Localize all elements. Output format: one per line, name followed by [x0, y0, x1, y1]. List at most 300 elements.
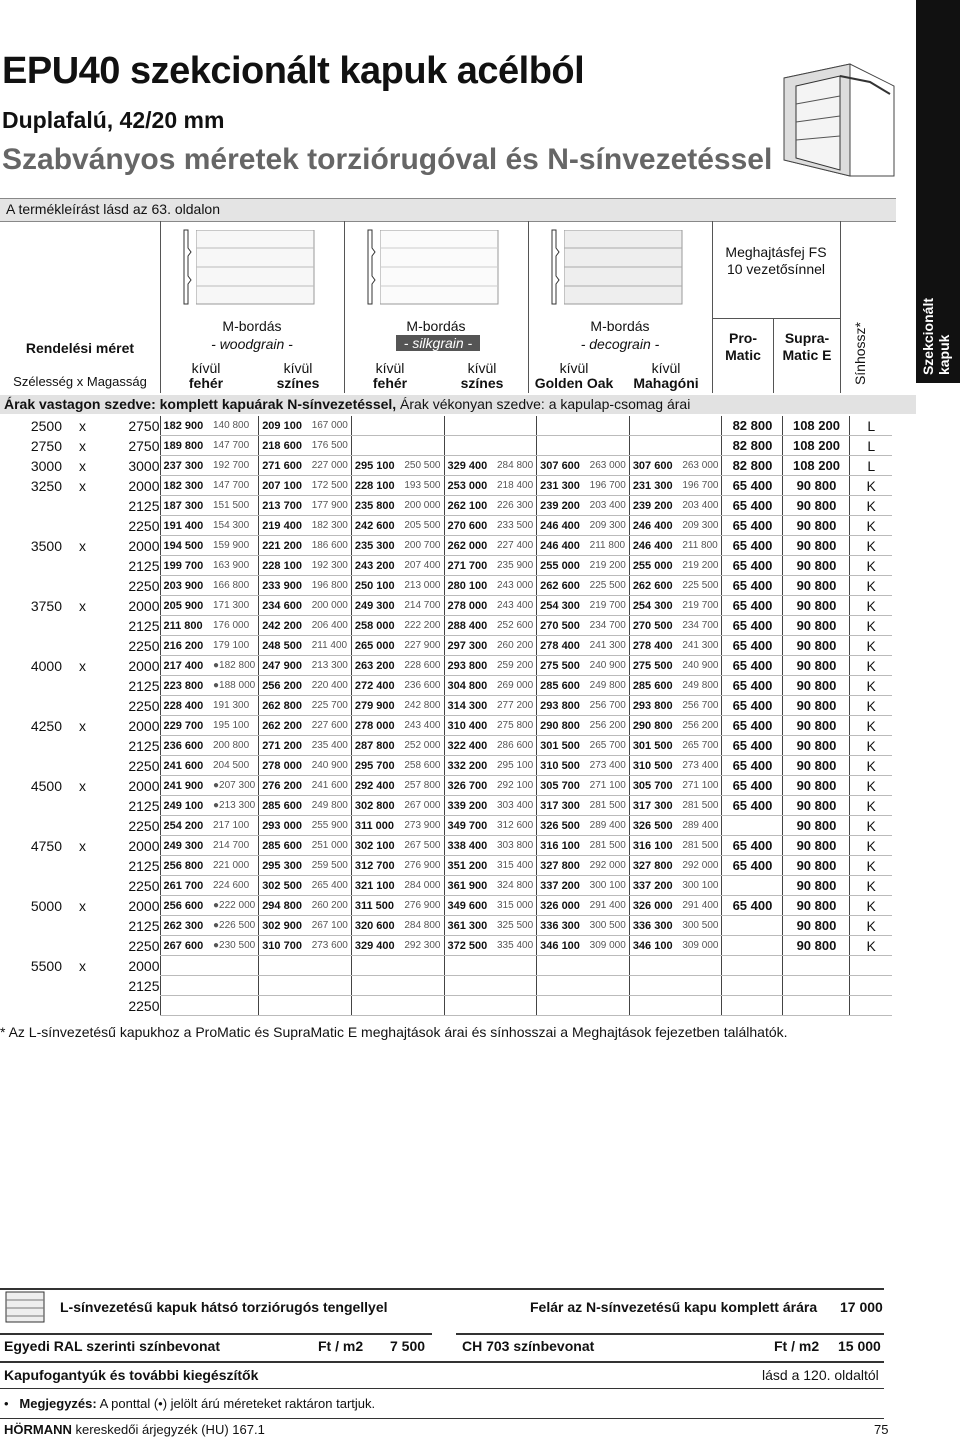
promatic-price-cell: 65 400	[722, 696, 783, 716]
supramatic-price-cell: 90 800	[783, 556, 850, 576]
price-note-normal: Árak vékonyan szedve: a kapulap-csomag árai	[396, 396, 691, 412]
panel-price-cell	[587, 976, 630, 996]
brand-logo: HÖRMANN	[4, 1422, 72, 1437]
complete-price-cell: 233 900	[259, 576, 309, 596]
height-cell: 2125	[128, 977, 160, 994]
panel-price-cell: 192 300	[309, 556, 352, 576]
panel-price-cell: 252 600	[494, 616, 537, 636]
panel-price-cell: 263 000	[587, 456, 630, 476]
width-cell: 2500	[30, 417, 62, 434]
complete-price-cell: 246 400	[629, 516, 679, 536]
promatic-price-cell	[722, 916, 783, 936]
height-cell: 2125	[128, 857, 160, 874]
panel-price-cell: 256 200	[587, 716, 630, 736]
complete-price-cell: 191 400	[160, 516, 210, 536]
complete-price-cell: 294 800	[259, 896, 309, 916]
complete-price-cell: 255 000	[629, 556, 679, 576]
promatic-price-cell: 65 400	[722, 476, 783, 496]
width-cell	[0, 676, 62, 696]
table-row	[0, 756, 892, 776]
complete-price-cell: 327 800	[629, 856, 679, 876]
complete-price-cell: 285 600	[259, 836, 309, 856]
table-row	[0, 716, 892, 736]
panel-price-cell: 292 000	[679, 856, 722, 876]
size-separator	[62, 796, 86, 816]
size-separator: x	[79, 457, 86, 474]
complete-price-cell: 316 100	[629, 836, 679, 856]
width-cell: 5500	[30, 957, 62, 974]
panel-price-cell	[309, 976, 352, 996]
height-cell: 2250	[128, 517, 160, 534]
panel-price-cell: ●188 000	[210, 676, 259, 696]
table-row	[0, 496, 892, 516]
width-cell: 4000	[30, 657, 62, 674]
panel-price-cell: 225 500	[679, 576, 722, 596]
complete-price-cell	[444, 436, 494, 456]
complete-price-cell: 349 700	[444, 816, 494, 836]
panel-price-cell: 243 400	[494, 596, 537, 616]
width-cell: 3000	[30, 457, 62, 474]
size-separator	[62, 756, 86, 776]
supramatic-price-cell: 90 800	[783, 536, 850, 556]
complete-price-cell: 317 300	[629, 796, 679, 816]
height-cell: 2250	[128, 577, 160, 594]
panel-price-cell: 172 500	[309, 476, 352, 496]
panel-price-cell: 179 100	[210, 636, 259, 656]
panel-price-cell: 281 500	[679, 796, 722, 816]
complete-price-cell: 336 300	[629, 916, 679, 936]
panel-price-cell: 217 100	[210, 816, 259, 836]
size-separator	[62, 496, 86, 516]
complete-price-cell: 271 700	[444, 556, 494, 576]
promatic-price-cell: 65 400	[722, 516, 783, 536]
complete-price-cell: 293 800	[629, 696, 679, 716]
height-cell: 2000	[128, 957, 160, 974]
complete-price-cell: 361 300	[444, 916, 494, 936]
panel-price-cell: 249 800	[309, 796, 352, 816]
size-separator: x	[79, 777, 86, 794]
complete-price-cell: 229 700	[160, 716, 210, 736]
complete-price-cell	[629, 436, 679, 456]
complete-price-cell: 279 900	[351, 696, 401, 716]
panel-price-cell: 289 400	[587, 816, 630, 836]
promatic-price-cell: 65 400	[722, 736, 783, 756]
complete-price-cell: 310 700	[259, 936, 309, 956]
height-cell: 2125	[128, 917, 160, 934]
width-cell	[0, 936, 62, 956]
complete-price-cell: 310 400	[444, 716, 494, 736]
panel-price-cell	[494, 956, 537, 976]
ch703-value: 15 000	[838, 1338, 881, 1354]
rail-length-cell	[850, 956, 892, 976]
panel-price-cell: 256 700	[587, 696, 630, 716]
section-tab-label-2: kapuk	[936, 334, 952, 375]
complete-price-cell: 310 500	[537, 756, 587, 776]
complete-price-cell: 272 400	[351, 676, 401, 696]
rail-length-cell	[850, 976, 892, 996]
panel-price-cell: 292 000	[587, 856, 630, 876]
panel-price-cell: 177 900	[309, 496, 352, 516]
panel-price-cell: 176 000	[210, 616, 259, 636]
complete-price-cell: 254 300	[537, 596, 587, 616]
panel-price-cell: 220 400	[309, 676, 352, 696]
size-separator: x	[79, 477, 86, 494]
rail-length-cell: K	[850, 836, 892, 856]
panel-price-cell: 242 800	[401, 696, 444, 716]
table-row	[0, 656, 892, 676]
complete-price-cell: 321 100	[351, 876, 401, 896]
rail-length-cell: L	[850, 456, 892, 476]
panel-price-cell: 234 700	[587, 616, 630, 636]
height-cell: 2125	[128, 617, 160, 634]
height-cell: 2250	[128, 937, 160, 954]
panel-price-cell: 225 700	[309, 696, 352, 716]
section-tab-label: Szekcionált	[920, 297, 936, 375]
complete-price-cell: 305 700	[537, 776, 587, 796]
rail-length-cell: K	[850, 916, 892, 936]
panel-price-cell: 140 800	[210, 416, 259, 436]
promatic-price-cell: 65 400	[722, 676, 783, 696]
complete-price-cell: 228 100	[259, 556, 309, 576]
panel-price-cell: 214 700	[210, 836, 259, 856]
width-cell	[0, 856, 62, 876]
panel-price-cell: 312 600	[494, 816, 537, 836]
complete-price-cell	[629, 416, 679, 436]
complete-price-cell: 278 400	[629, 636, 679, 656]
complete-price-cell: 262 300	[160, 916, 210, 936]
promatic-price-cell: 65 400	[722, 536, 783, 556]
reference-text: A termékleírást lásd az 63. oldalon	[6, 201, 221, 217]
complete-price-cell: 246 400	[537, 516, 587, 536]
supramatic-price-cell: 108 200	[783, 436, 850, 456]
complete-price-cell: 305 700	[629, 776, 679, 796]
table-row	[0, 876, 892, 896]
height-cell: 2000	[128, 597, 160, 614]
table-row	[0, 816, 892, 836]
panel-price-cell: 335 400	[494, 936, 537, 956]
panel-price-cell: 240 900	[587, 656, 630, 676]
complete-price-cell: 322 400	[444, 736, 494, 756]
complete-price-cell: 351 200	[444, 856, 494, 876]
complete-price-cell: 302 500	[259, 876, 309, 896]
table-row	[0, 596, 892, 616]
panel-price-cell: 286 600	[494, 736, 537, 756]
table-row	[0, 976, 892, 996]
complete-price-cell	[537, 996, 587, 1016]
panel-price-cell: 249 800	[587, 676, 630, 696]
panel-price-cell	[679, 416, 722, 436]
complete-price-cell: 194 500	[160, 536, 210, 556]
size-separator	[62, 916, 86, 936]
complete-price-cell: 337 200	[537, 876, 587, 896]
promatic-price-cell: 65 400	[722, 596, 783, 616]
bullet-icon: •	[4, 1396, 9, 1411]
complete-price-cell: 216 200	[160, 636, 210, 656]
width-cell	[0, 916, 62, 936]
panel-price-cell	[679, 956, 722, 976]
supramatic-price-cell: 90 800	[783, 776, 850, 796]
rail-length-cell: K	[850, 736, 892, 756]
complete-price-cell: 287 800	[351, 736, 401, 756]
panel-price-cell: 182 300	[309, 516, 352, 536]
panel-price-cell: 284 800	[401, 916, 444, 936]
complete-price-cell: 187 300	[160, 496, 210, 516]
panel-price-cell	[210, 996, 259, 1016]
profile-icon-silkgrain	[362, 228, 378, 306]
size-separator: x	[79, 897, 86, 914]
panel-price-cell: 300 500	[587, 916, 630, 936]
complete-price-cell: 293 000	[259, 816, 309, 836]
complete-price-cell: 256 800	[160, 856, 210, 876]
panel-price-cell: 240 900	[679, 656, 722, 676]
page-subtitle: Duplafalú, 42/20 mm	[2, 107, 225, 133]
panel-price-cell	[494, 416, 537, 436]
footnote: * Az L-sínvezetésű kapukhoz a ProMatic és SupraMatic E meghajtások árai és sínhosszai a Meghajtások fejezetben találhatók.	[0, 1024, 788, 1040]
panel-price-cell	[309, 996, 352, 1016]
complete-price-cell: 228 100	[351, 476, 401, 496]
panel-price-cell: 300 500	[679, 916, 722, 936]
panel-silkgrain-icon	[380, 230, 500, 306]
size-separator	[62, 576, 86, 596]
panel-price-cell: 315 400	[494, 856, 537, 876]
promatic-price-cell	[722, 936, 783, 956]
remark	[4, 1396, 375, 1411]
table-row	[0, 896, 892, 916]
rail-length-cell: K	[850, 676, 892, 696]
width-cell: 3750	[30, 597, 62, 614]
supramatic-price-cell: 90 800	[783, 516, 850, 536]
height-cell: 2250	[128, 817, 160, 834]
complete-price-cell: 228 400	[160, 696, 210, 716]
complete-price-cell: 189 800	[160, 436, 210, 456]
width-cell	[0, 696, 62, 716]
panel-price-cell: 284 800	[494, 456, 537, 476]
width-cell: 3250	[30, 477, 62, 494]
table-row	[0, 936, 892, 956]
complete-price-cell: 262 100	[444, 496, 494, 516]
panel-price-cell: 196 700	[587, 476, 630, 496]
complete-price-cell: 349 600	[444, 896, 494, 916]
panel-price-cell: 273 400	[679, 756, 722, 776]
group-decograin-title: M-bordás	[590, 318, 650, 334]
complete-price-cell: 288 400	[444, 616, 494, 636]
complete-price-cell: 278 000	[259, 756, 309, 776]
remark-text: A ponttal (•) jelölt árú méreteket raktáron tartjuk.	[96, 1396, 376, 1411]
complete-price-cell: 182 300	[160, 476, 210, 496]
panel-price-cell: 271 100	[587, 776, 630, 796]
complete-price-cell: 249 300	[160, 836, 210, 856]
height-cell: 2125	[128, 497, 160, 514]
complete-price-cell: 372 500	[444, 936, 494, 956]
panel-price-cell: 209 300	[587, 516, 630, 536]
complete-price-cell	[351, 416, 401, 436]
panel-price-cell: 222 200	[401, 616, 444, 636]
panel-price-cell: 243 400	[401, 716, 444, 736]
panel-price-cell	[587, 416, 630, 436]
panel-price-cell: 219 700	[587, 596, 630, 616]
complete-price-cell	[160, 976, 210, 996]
rail-length-cell: K	[850, 816, 892, 836]
complete-price-cell	[351, 996, 401, 1016]
complete-price-cell: 219 400	[259, 516, 309, 536]
complete-price-cell: 256 200	[259, 676, 309, 696]
complete-price-cell: 236 600	[160, 736, 210, 756]
height-cell: 2750	[128, 417, 160, 434]
panel-price-cell: 256 200	[679, 716, 722, 736]
table-row	[0, 676, 892, 696]
complete-price-cell: 271 200	[259, 736, 309, 756]
complete-price-cell	[537, 956, 587, 976]
complete-price-cell	[259, 956, 309, 976]
panel-price-cell: 207 400	[401, 556, 444, 576]
panel-price-cell: 277 200	[494, 696, 537, 716]
group-silkgrain-sub: - silkgrain -	[396, 335, 480, 351]
rail-length-cell: K	[850, 756, 892, 776]
rail-length-cell	[850, 996, 892, 1016]
panel-price-cell: 265 700	[587, 736, 630, 756]
width-cell	[0, 996, 62, 1016]
ral-value: 7 500	[390, 1338, 426, 1354]
size-separator: x	[79, 417, 86, 434]
height-cell: 2000	[128, 657, 160, 674]
complete-price-cell: 329 400	[351, 936, 401, 956]
complete-price-cell: 285 600	[259, 796, 309, 816]
panel-price-cell: 196 800	[309, 576, 352, 596]
complete-price-cell: 276 200	[259, 776, 309, 796]
panel-price-cell: 196 700	[679, 476, 722, 496]
panel-price-cell: 219 200	[587, 556, 630, 576]
complete-price-cell: 338 400	[444, 836, 494, 856]
panel-price-cell: 309 000	[679, 936, 722, 956]
panel-price-cell: 219 200	[679, 556, 722, 576]
table-row	[0, 916, 892, 936]
complete-price-cell: 253 000	[444, 476, 494, 496]
panel-price-cell	[401, 416, 444, 436]
panel-price-cell: 213 000	[401, 576, 444, 596]
height-cell: 2000	[128, 477, 160, 494]
supramatic-price-cell: 90 800	[783, 816, 850, 836]
table-row	[0, 776, 892, 796]
panel-price-cell: 260 200	[309, 896, 352, 916]
complete-price-cell: 310 500	[629, 756, 679, 776]
complete-price-cell: 256 600	[160, 896, 210, 916]
complete-price-cell: 263 200	[351, 656, 401, 676]
panel-price-cell: 281 500	[679, 836, 722, 856]
promatic-price-cell: 65 400	[722, 556, 783, 576]
panel-price-cell: 206 400	[309, 616, 352, 636]
width-cell	[0, 816, 62, 836]
complete-price-cell: 243 200	[351, 556, 401, 576]
rail-length-header: Sínhossz*	[852, 322, 868, 386]
panel-price-cell: 292 100	[494, 776, 537, 796]
profile-icon-woodgrain	[178, 228, 194, 306]
panel-price-cell: 159 900	[210, 536, 259, 556]
complete-price-cell: 254 200	[160, 816, 210, 836]
complete-price-cell: 332 200	[444, 756, 494, 776]
width-cell	[0, 976, 62, 996]
panel-price-cell: 251 000	[309, 836, 352, 856]
panel-price-cell: 186 600	[309, 536, 352, 556]
complete-price-cell: 302 800	[351, 796, 401, 816]
panel-price-cell: 193 500	[401, 476, 444, 496]
complete-price-cell: 278 000	[444, 596, 494, 616]
handles-label: Kapufogantyúk és további kiegészítők	[4, 1367, 259, 1383]
size-separator	[62, 616, 86, 636]
panel-price-cell: 226 300	[494, 496, 537, 516]
kivul-label: kívül	[467, 360, 497, 376]
complete-price-cell: 304 800	[444, 676, 494, 696]
complete-price-cell: 262 800	[259, 696, 309, 716]
rail-length-cell: K	[850, 776, 892, 796]
supramatic-price-cell: 90 800	[783, 736, 850, 756]
group-silkgrain-title: M-bordás	[406, 318, 466, 334]
size-separator	[62, 636, 86, 656]
complete-price-cell: 316 100	[537, 836, 587, 856]
panel-price-cell: 284 000	[401, 876, 444, 896]
promatic-price-cell: 65 400	[722, 836, 783, 856]
width-cell: 2750	[30, 437, 62, 454]
complete-price-cell: 250 100	[351, 576, 401, 596]
rail-length-cell: K	[850, 876, 892, 896]
size-column-subtitle: Szélesség x Magasság	[13, 374, 147, 389]
panel-price-cell: 303 800	[494, 836, 537, 856]
panel-price-cell: 260 200	[494, 636, 537, 656]
garage-door-illustration	[780, 60, 898, 180]
supramatic-price-cell: 90 800	[783, 676, 850, 696]
supramatic-price-cell	[783, 956, 850, 976]
panel-price-cell: 209 300	[679, 516, 722, 536]
catalog-title: kereskedői árjegyzék (HU) 167.1	[71, 1422, 265, 1437]
rail-length-cell: K	[850, 516, 892, 536]
kivul-label: kívül	[651, 360, 681, 376]
panel-price-cell: 273 900	[401, 816, 444, 836]
supramatic-price-cell: 90 800	[783, 696, 850, 716]
panel-price-cell: 224 600	[210, 876, 259, 896]
complete-price-cell: 211 800	[160, 616, 210, 636]
ch703-label: CH 703 színbevonat	[462, 1338, 595, 1354]
panel-price-cell: 211 800	[587, 536, 630, 556]
color-label: fehér	[188, 375, 224, 391]
supramatic-price-cell: 90 800	[783, 796, 850, 816]
promatic-price-cell: 82 800	[722, 456, 783, 476]
rail-length-cell: K	[850, 576, 892, 596]
width-cell: 4500	[30, 777, 62, 794]
section-tab	[916, 0, 960, 383]
panel-price-cell: 227 400	[494, 536, 537, 556]
panel-price-cell	[401, 436, 444, 456]
complete-price-cell: 242 200	[259, 616, 309, 636]
panel-price-cell: 163 900	[210, 556, 259, 576]
supramatic-price-cell: 90 800	[783, 856, 850, 876]
complete-price-cell: 346 100	[537, 936, 587, 956]
panel-price-cell	[210, 976, 259, 996]
panel-price-cell: 281 500	[587, 836, 630, 856]
complete-price-cell: 221 200	[259, 536, 309, 556]
supramatic-price-cell: 90 800	[783, 496, 850, 516]
promatic-price-cell	[722, 996, 783, 1016]
complete-price-cell: 326 700	[444, 776, 494, 796]
complete-price-cell	[444, 976, 494, 996]
panel-price-cell: 227 000	[309, 456, 352, 476]
width-cell: 4750	[30, 837, 62, 854]
complete-price-cell: 290 800	[629, 716, 679, 736]
panel-price-cell: 257 800	[401, 776, 444, 796]
price-note-bold: Árak vastagon szedve: komplett kapuárak N-sínvezetéssel,	[4, 396, 397, 412]
complete-price-cell: 209 100	[259, 416, 309, 436]
supramatic-price-cell: 90 800	[783, 596, 850, 616]
size-column-title: Rendelési méret	[25, 340, 135, 356]
promatic-price-cell: 65 400	[722, 636, 783, 656]
